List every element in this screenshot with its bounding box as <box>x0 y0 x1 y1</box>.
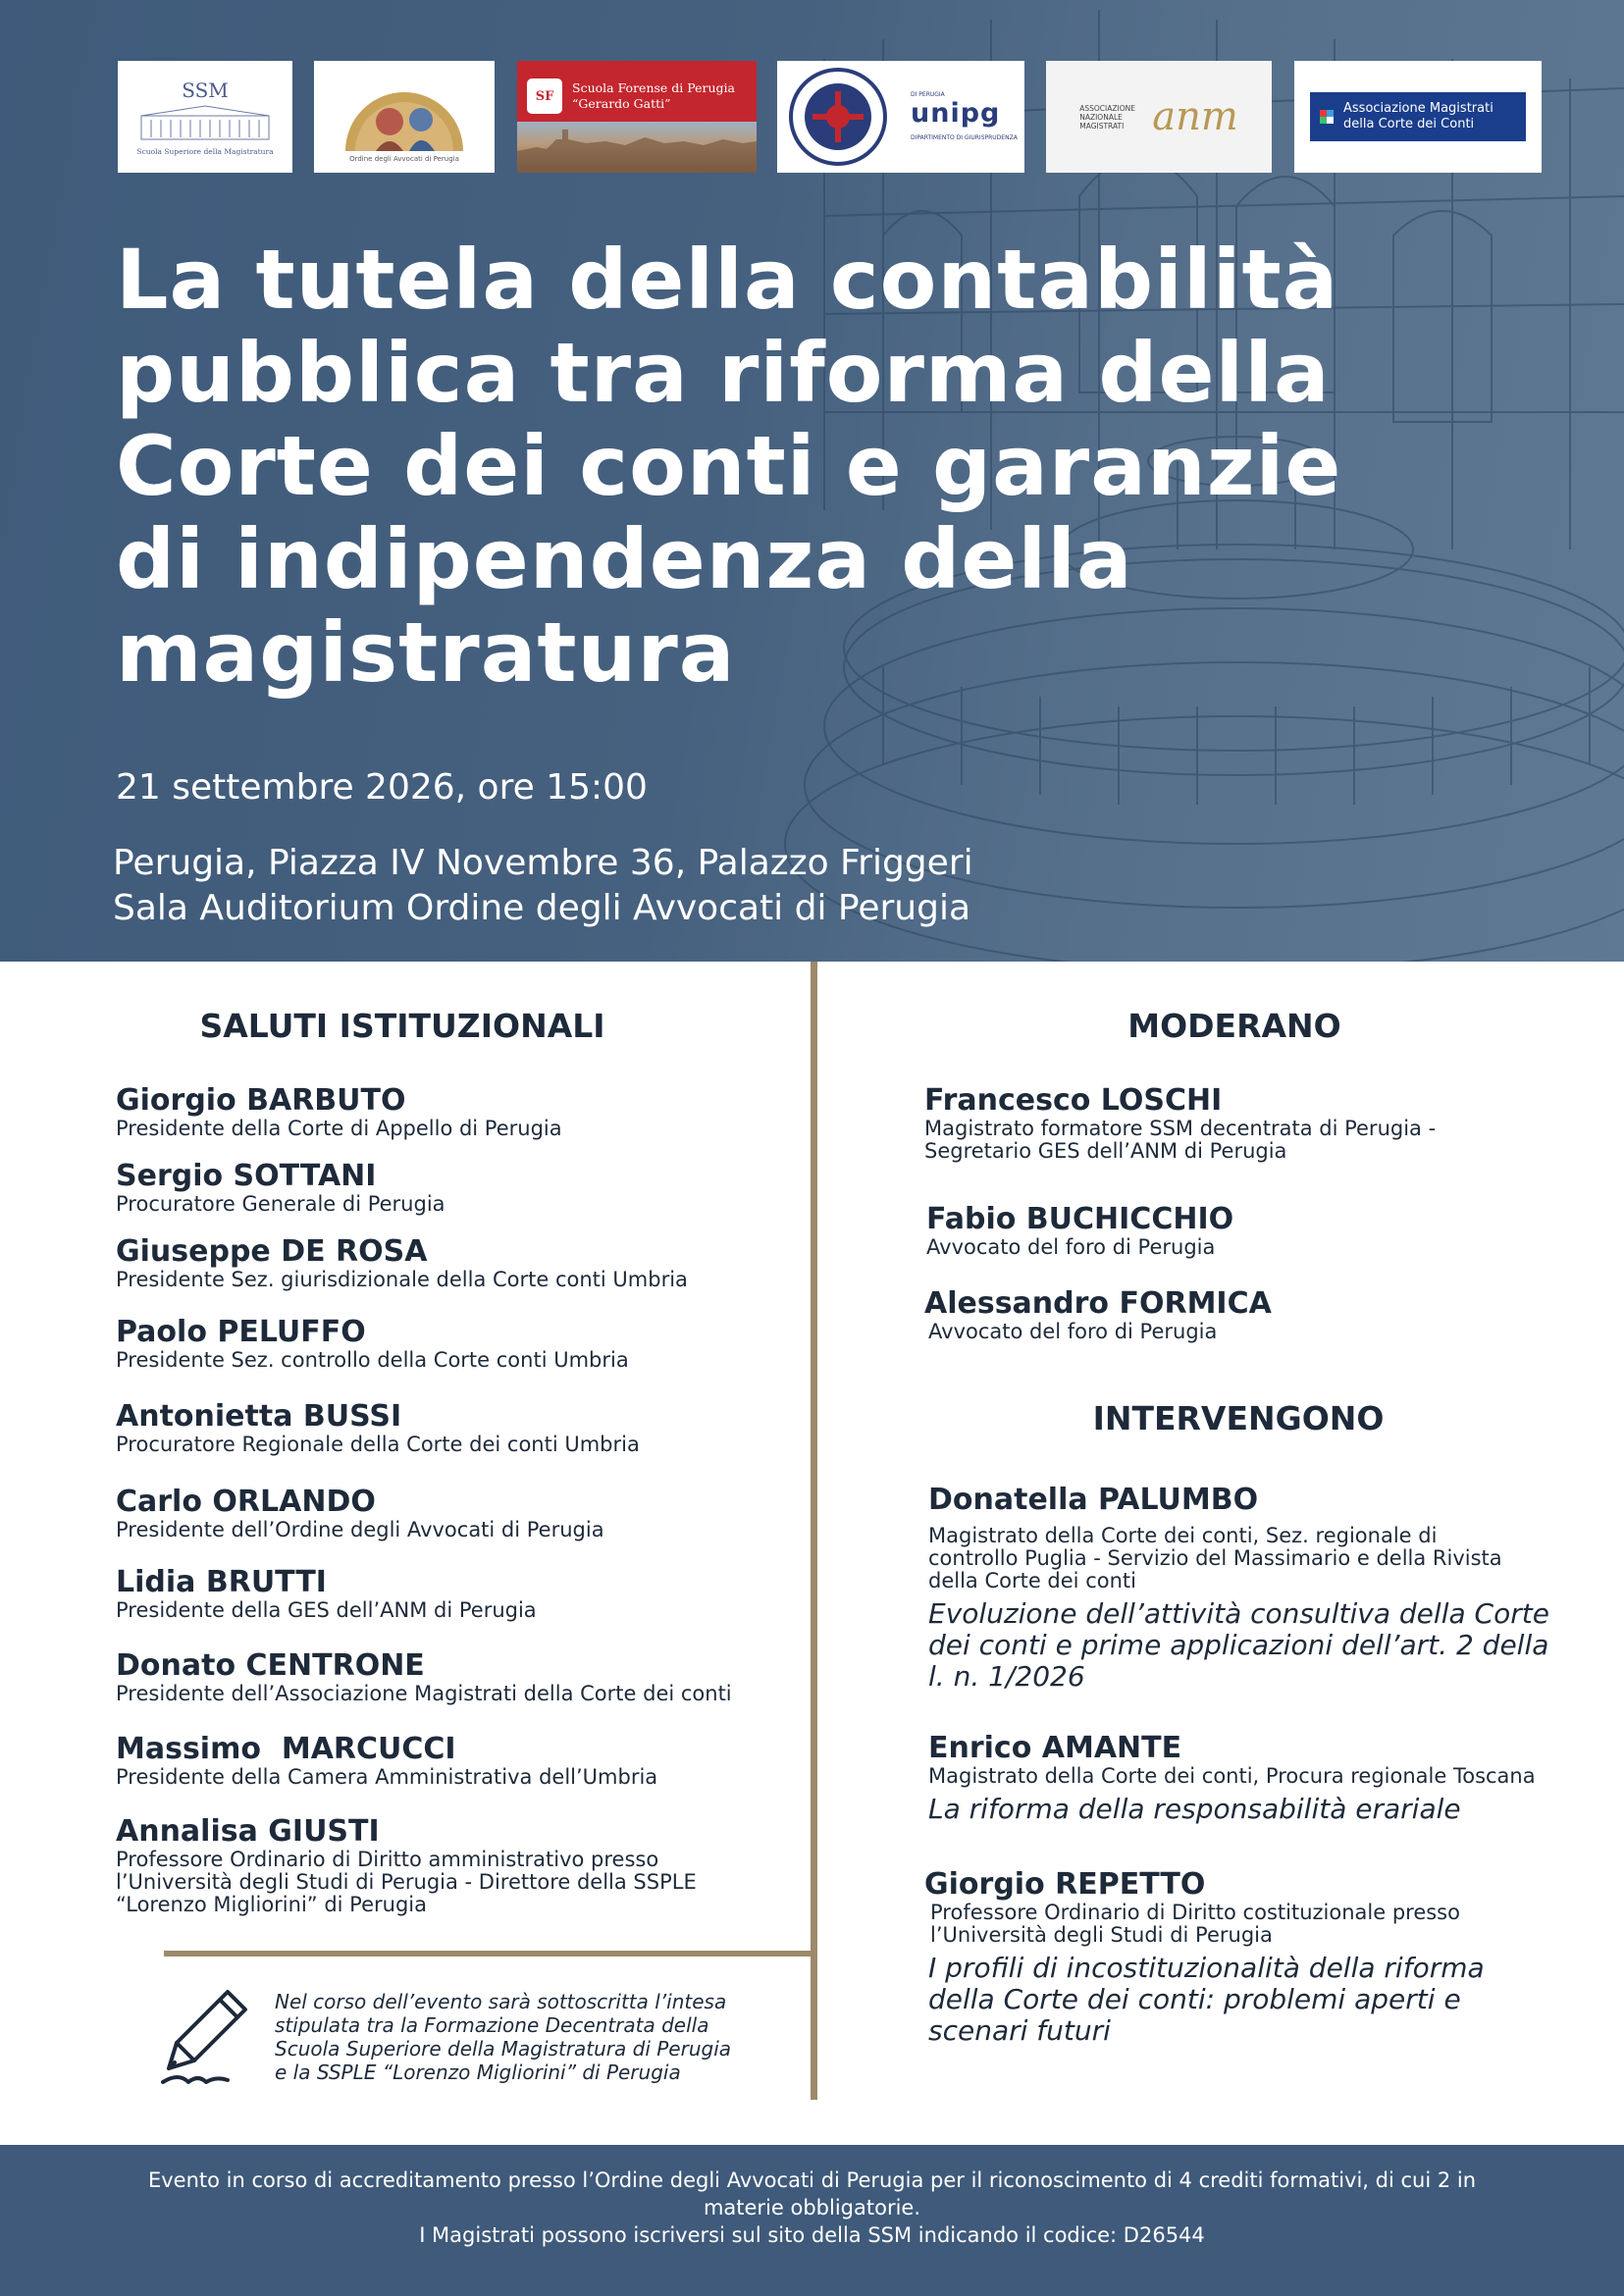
speaker-name: Giorgio BARBUTO <box>116 1083 406 1118</box>
speaker-role: Procuratore Generale di Perugia <box>116 1192 445 1216</box>
anm-logo <box>1046 61 1272 173</box>
title-line: Corte dei conti e garanzie <box>116 418 1342 514</box>
ssm-logo-title: SSM <box>182 78 229 102</box>
saluti-heading: SALUTI ISTITUZIONALI <box>199 1007 605 1045</box>
note-line: stipulata tra la Formazione Decentrata della <box>275 2013 709 2037</box>
speaker-block <box>116 1486 803 1541</box>
speaker-role: Presidente della GES dell’ANM di Perugia <box>116 1598 537 1622</box>
speaker-name: Donato CENTRONE <box>116 1648 425 1683</box>
title-line: pubblica tra riforma della <box>116 325 1331 421</box>
header-banner <box>0 0 1624 962</box>
horizontal-divider <box>164 1951 813 1957</box>
sf-line1: Scuola Forense di Perugia <box>572 80 735 95</box>
speaker-role: Magistrato della Corte dei conti, Sez. regionale di <box>928 1524 1438 1547</box>
talk-title <box>928 1794 1605 1825</box>
unipg-logo <box>777 61 1024 173</box>
moderator-name: Francesco LOSCHI <box>924 1083 1223 1118</box>
speaker-block <box>116 1815 803 1916</box>
speaker-name: Giorgio REPETTO <box>924 1867 1206 1902</box>
speaker-block <box>924 1868 1601 2047</box>
footer-line: Evento in corso di accreditamento presso l’Ordine degli Avvocati di Perugia per il riconoscimento di 4 crediti formativi, di cui 2 in <box>147 2168 1477 2192</box>
speaker-name: Lidia BRUTTI <box>116 1565 327 1599</box>
perugia-skyline-image <box>517 122 757 173</box>
pen-signature-icon <box>159 1986 257 2088</box>
unipg-small-top: DI PERUGIA <box>911 91 945 98</box>
speaker-block <box>928 1732 1605 1825</box>
sf-line2: “Gerardo Gatti” <box>572 96 671 111</box>
note-line: Scuola Superiore della Magistratura di Perugia <box>275 2037 732 2061</box>
moderator-block <box>926 1203 1594 1259</box>
speaker-block <box>116 1160 803 1216</box>
ssm-logo-subtitle: Scuola Superiore della Magistratura <box>136 146 274 156</box>
amcc-logo <box>1294 61 1542 173</box>
amcc-mark-icon <box>1320 110 1334 124</box>
speaker-name: Paolo PELUFFO <box>116 1315 366 1349</box>
anm-name: anm <box>1152 94 1238 139</box>
moderator-block <box>924 1084 1592 1163</box>
unipg-name: unipg <box>911 98 1001 129</box>
speaker-role: Professore Ordinario di Diritto amministrativo presso <box>116 1848 659 1871</box>
speaker-role: Presidente dell’Ordine degli Avvocati di Perugia <box>116 1518 604 1541</box>
speaker-block <box>116 1235 812 1291</box>
footer-line: materie obbligatorie. <box>703 2196 921 2219</box>
title-line: di indipendenza della <box>116 511 1133 607</box>
speaker-name: Donatella PALUMBO <box>928 1483 1259 1517</box>
speaker-name: Giuseppe DE ROSA <box>116 1234 428 1269</box>
speaker-role: Professore Ordinario di Diritto costituzionale presso <box>930 1901 1460 1924</box>
speaker-role: controllo Puglia - Servizio del Massimario e della Rivista <box>928 1546 1502 1570</box>
talk-title <box>928 1598 1596 1693</box>
note-line: Nel corso dell’evento sarà sottoscritta l’intesa <box>275 1990 727 2013</box>
speaker-role: Magistrato della Corte dei conti, Procura regionale Toscana <box>928 1764 1536 1788</box>
moderator-role: Avvocato del foro di Perugia <box>926 1235 1216 1259</box>
talk-line: I profili di incostituzionalità della riforma <box>928 1952 1485 1984</box>
unipg-department: DIPARTIMENTO DI GIURISPRUDENZA <box>911 134 1018 141</box>
scuola-forense-logo <box>517 61 757 173</box>
speaker-role: Presidente della Corte di Appello di Perugia <box>116 1117 562 1140</box>
speaker-name: Massimo MARCUCCI <box>116 1732 456 1766</box>
speaker-role: l’Università degli Studi di Perugia - Direttore della SSPLE <box>116 1870 697 1894</box>
moderator-role: Segretario GES dell’ANM di Perugia <box>924 1139 1287 1163</box>
speaker-name: Antonietta BUSSI <box>116 1399 402 1434</box>
place-line: Perugia, Piazza IV Novembre 36, Palazzo Friggeri <box>113 843 973 883</box>
moderano-heading: MODERANO <box>1127 1007 1341 1045</box>
speaker-name: Enrico AMANTE <box>928 1731 1182 1765</box>
talk-line: scenari futuri <box>928 2014 1111 2047</box>
speaker-block <box>116 1084 803 1140</box>
place-line: Sala Auditorium Ordine degli Avvocati di Perugia <box>113 888 971 928</box>
ssm-building-icon <box>136 102 274 143</box>
footer-line: I Magistrati possono iscriversi sul sito della SSM indicando il codice: D26544 <box>419 2223 1205 2247</box>
amcc-text: Associazione Magistrati della Corte dei Conti <box>1343 101 1493 131</box>
speaker-block <box>116 1566 803 1622</box>
title-line: La tutela della contabilità <box>116 232 1339 328</box>
talk-line: dei conti e prime applicazioni dell’art. 2 della <box>928 1629 1549 1661</box>
event-date: 21 settembre 2026, ore 15:00 <box>116 767 648 808</box>
speaker-role: della Corte dei conti <box>928 1569 1136 1592</box>
moderator-role: Avvocato del foro di Perugia <box>928 1320 1218 1343</box>
event-title <box>116 234 1548 700</box>
note-line: e la SSPLE “Lorenzo Migliorini” di Perugia <box>275 2061 681 2084</box>
intervengono-heading: INTERVENGONO <box>1092 1399 1385 1437</box>
ordine-logo-subtitle: Ordine degli Avvocati di Perugia <box>349 155 459 163</box>
speaker-role: Presidente dell’Associazione Magistrati della Corte dei conti <box>116 1682 732 1705</box>
fresco-lunette-icon <box>341 71 468 153</box>
speaker-name: Annalisa GIUSTI <box>116 1814 380 1849</box>
talk-line: l. n. 1/2026 <box>928 1660 1085 1693</box>
anm-left-text: ASSOCIAZIONE NAZIONALE MAGISTRATI <box>1079 103 1135 130</box>
vertical-divider <box>811 962 817 2100</box>
ordine-avvocati-logo <box>314 61 495 173</box>
speaker-block <box>116 1400 803 1456</box>
speaker-role: Presidente della Camera Amministrativa dell’Umbria <box>116 1765 658 1789</box>
title-line: magistratura <box>116 604 736 701</box>
event-place <box>113 841 973 931</box>
talk-line: La riforma della responsabilità erariale <box>928 1793 1461 1825</box>
agreement-note <box>275 1990 805 2084</box>
speaker-role: “Lorenzo Migliorini” di Perugia <box>116 1893 427 1916</box>
speaker-role: Presidente Sez. controllo della Corte conti Umbria <box>116 1348 629 1372</box>
talk-line: Evoluzione dell’attività consultiva della Corte <box>928 1597 1549 1630</box>
moderator-name: Alessandro FORMICA <box>924 1286 1272 1321</box>
speaker-name: Carlo ORLANDO <box>116 1485 376 1519</box>
speaker-block <box>928 1484 1596 1693</box>
moderator-role: Magistrato formatore SSM decentrata di Perugia - <box>924 1117 1437 1140</box>
speaker-name: Sergio SOTTANI <box>116 1159 377 1193</box>
moderator-block <box>924 1287 1592 1343</box>
university-seal-icon <box>783 66 893 168</box>
ssm-logo <box>118 61 292 173</box>
speaker-block <box>116 1649 812 1705</box>
speaker-block <box>116 1733 803 1789</box>
sf-badge: SF <box>527 78 562 114</box>
footer-accreditation <box>0 2145 1624 2296</box>
speaker-role: Presidente Sez. giurisdizionale della Corte conti Umbria <box>116 1268 688 1291</box>
talk-title <box>928 1953 1601 2047</box>
speaker-role: l’Università degli Studi di Perugia <box>930 1923 1273 1947</box>
moderator-name: Fabio BUCHICCHIO <box>926 1202 1234 1236</box>
talk-line: della Corte dei conti: problemi aperti e <box>928 1983 1461 2015</box>
speaker-block <box>116 1316 803 1372</box>
speaker-role: Procuratore Regionale della Corte dei conti Umbria <box>116 1433 640 1456</box>
